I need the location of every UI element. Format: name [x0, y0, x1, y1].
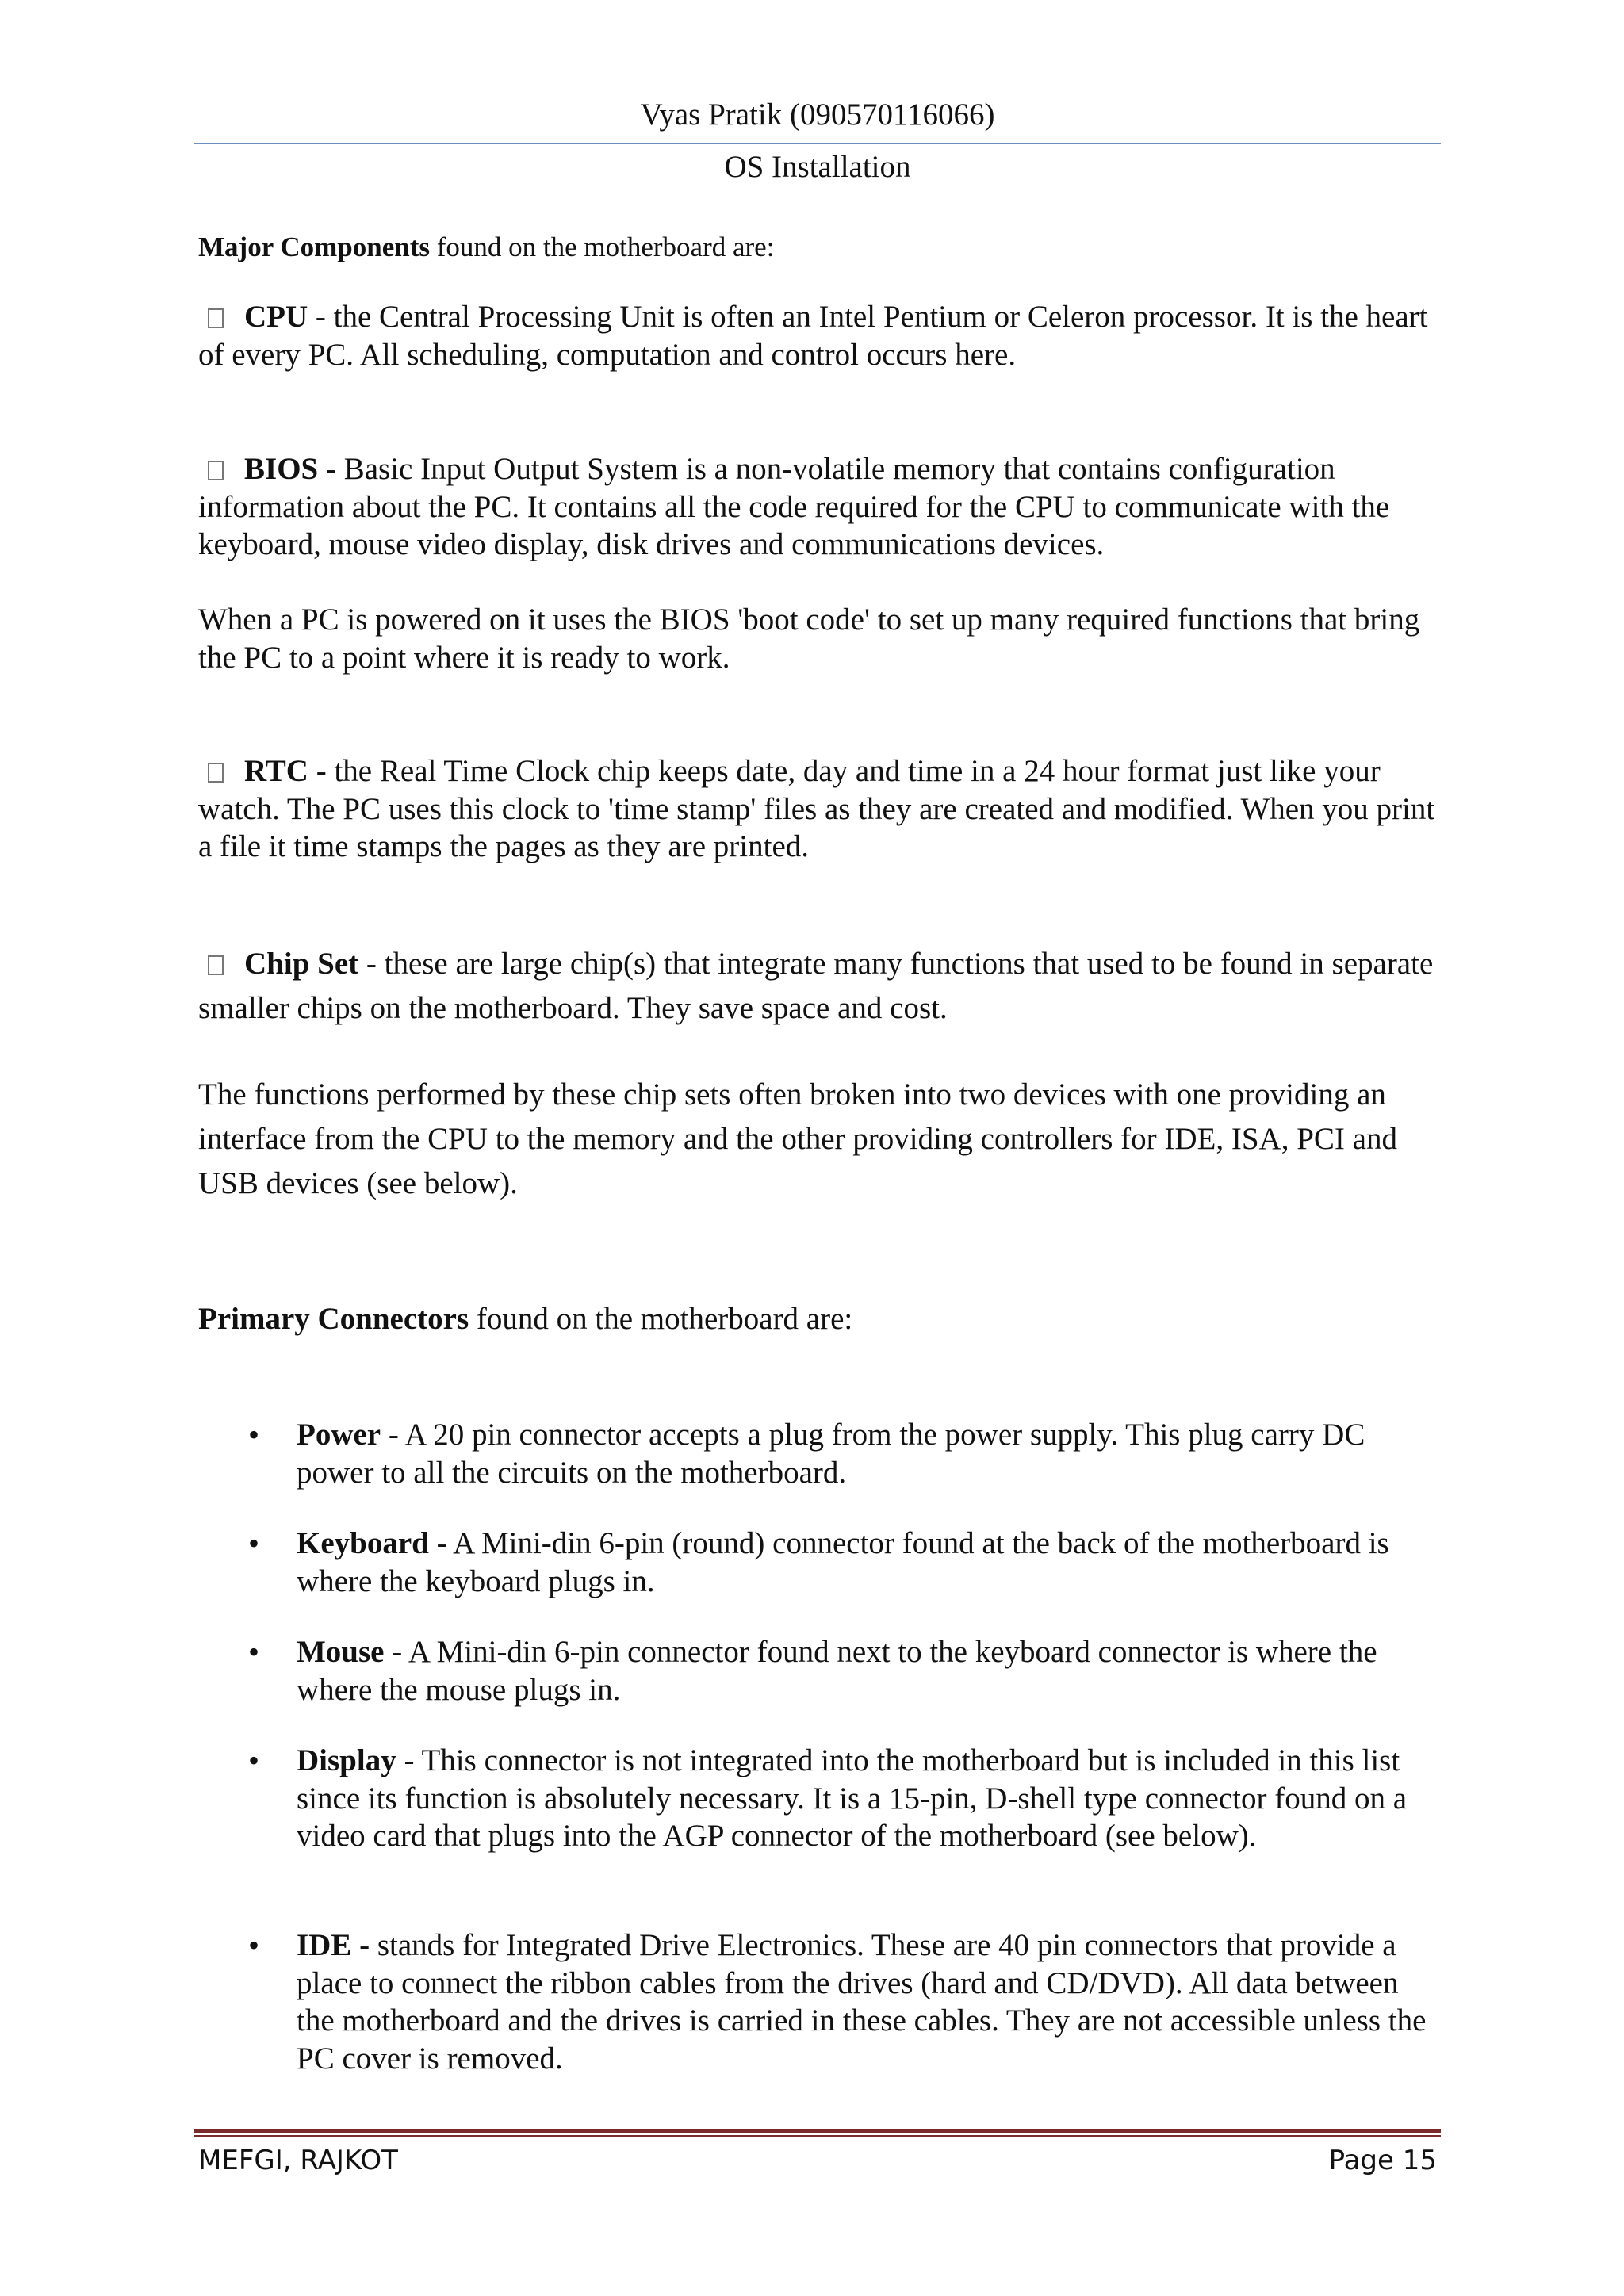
connectors-intro-bold: Primary Connectors	[198, 1302, 469, 1336]
bullet-icon: •	[248, 1743, 260, 1778]
footer-divider-thin	[194, 2135, 1441, 2137]
component-text: - the Central Processing Unit is often an Intel Pentium or Celeron processor. It is the heart of every PC. All scheduling, computation and control occurs here.	[198, 300, 1428, 372]
connector-item-mouse	[198, 1633, 1435, 1709]
connector-term: Keyboard	[297, 1526, 429, 1560]
footer-page-number: Page 15	[1328, 2145, 1437, 2176]
connector-text: - stands for Integrated Drive Electronics. These are 40 pin connectors that provide a place to connect the ribbon cables from the drives (hard and CD/DVD). All data between the motherboard and the drives is carried in these cables. They are not accessible unless the PC cover is removed.	[297, 1928, 1427, 2076]
connector-item-display	[198, 1742, 1435, 1855]
connector-term: Power	[297, 1418, 381, 1452]
bios-note: When a PC is powered on it uses the BIOS 'boot code' to set up many required functions that bring the PC to a point where it is ready to work.	[198, 603, 1420, 675]
component-item-cpu	[198, 298, 1435, 373]
bullet-icon: •	[248, 1927, 260, 1963]
checkbox-glyph-icon	[208, 955, 224, 975]
components-intro	[198, 230, 1435, 265]
bullet-icon: •	[248, 1634, 260, 1670]
connector-term: IDE	[297, 1928, 352, 1962]
connector-item-power	[198, 1416, 1435, 1491]
component-term: BIOS	[244, 452, 319, 486]
chipset-note: The functions performed by these chip sets often broken into two devices with one providing an interface from the CPU to the memory and the other providing controllers for IDE, ISA, PCI and USB devices (see below).	[198, 1077, 1397, 1200]
checkbox-glyph-icon	[208, 461, 224, 480]
connector-text: - A 20 pin connector accepts a plug from the power supply. This plug carry DC power to all the circuits on the motherboard.	[297, 1418, 1365, 1490]
footer-institution: MEFGI, RAJKOT	[198, 2145, 398, 2176]
connector-text: - This connector is not integrated into the motherboard but is included in this list since its function is absolutely necessary. It is a 15-pin, D-shell type connector found on a video card that plugs into the AGP connector of the motherboard (see below).	[297, 1743, 1408, 1853]
components-intro-text: found on the motherboard are:	[429, 232, 775, 262]
connectors-intro	[198, 1302, 1435, 1337]
connector-text: - A Mini-din 6-pin connector found next to the keyboard connector is where the where the mouse plugs in.	[297, 1635, 1377, 1707]
bullet-icon: •	[248, 1525, 260, 1561]
checkbox-glyph-icon	[208, 763, 224, 783]
connector-term: Mouse	[297, 1635, 385, 1669]
checkbox-glyph-icon	[208, 308, 224, 328]
component-text: - Basic Input Output System is a non-volatile memory that contains configuration information about the PC. It contains all the code required for the CPU to communicate with the keyboard, mouse video display, disk drives and communications devices.	[198, 452, 1390, 561]
component-term: RTC	[244, 754, 308, 788]
component-term: Chip Set	[244, 947, 359, 981]
header-doc-title: OS Installation	[724, 150, 911, 184]
component-term: CPU	[244, 300, 308, 334]
connector-item-keyboard	[198, 1525, 1435, 1600]
component-item-bios	[198, 450, 1435, 564]
connector-item-ide	[198, 1927, 1435, 2077]
footer-divider-thick	[194, 2129, 1441, 2133]
component-item-chipset	[198, 942, 1435, 1031]
connector-term: Display	[297, 1743, 396, 1777]
connector-text: - A Mini-din 6-pin (round) connector found at the back of the motherboard is where the keyboard plugs in.	[297, 1526, 1389, 1598]
component-text: - these are large chip(s) that integrate many functions that used to be found in separate smaller chips on the motherboard. They save space and cost.	[198, 947, 1434, 1025]
connectors-intro-text: found on the motherboard are:	[469, 1302, 853, 1336]
header-author: Vyas Pratik (090570116066)	[640, 98, 995, 132]
header-divider	[194, 143, 1441, 144]
components-intro-bold: Major Components	[198, 232, 430, 262]
component-text: - the Real Time Clock chip keeps date, day and time in a 24 hour format just like your watch. The PC uses this clock to 'time stamp' files as they are created and modified. When you print a file it time stamps the pages as they are printed.	[198, 754, 1435, 863]
bullet-icon: •	[248, 1417, 260, 1452]
component-item-rtc	[198, 752, 1435, 866]
